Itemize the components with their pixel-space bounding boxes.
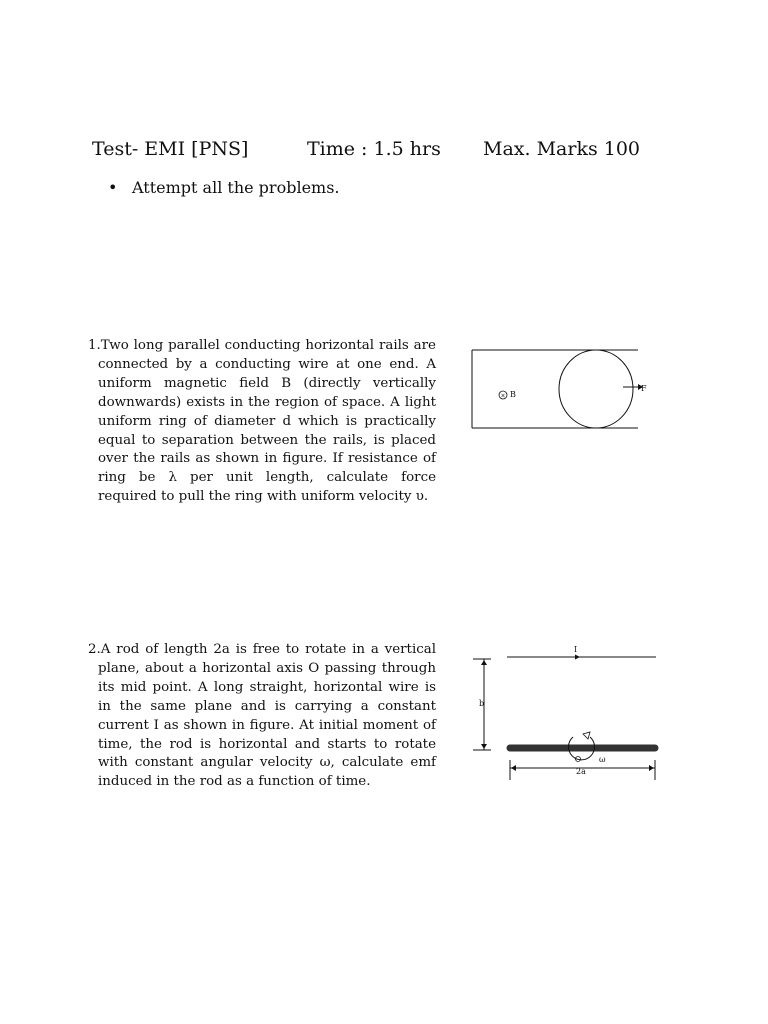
- test-title: Test- EMI [PNS]: [92, 138, 249, 160]
- current-label: I: [574, 645, 578, 654]
- field-into-page-cross: ×: [500, 392, 506, 400]
- distance-arrow-top: [481, 660, 487, 665]
- instruction-text: Attempt all the problems.: [132, 178, 340, 197]
- figure-rails-ring: [472, 350, 647, 428]
- test-duration: Time : 1.5 hrs: [307, 138, 441, 160]
- max-marks: Max. Marks 100: [483, 138, 641, 160]
- current-arrow-head: [575, 655, 580, 660]
- rotation-arrow-head: [583, 732, 590, 739]
- length-arrow-right: [649, 765, 654, 771]
- distance-label: b: [479, 699, 485, 708]
- length-arrow-left: [511, 765, 516, 771]
- problem-2-text: 2.A rod of length 2a is free to rotate in a vertical plane, about a horizontal axis O passing through its mid point. A long straight, horizontal wire is in the same plane and is carrying a constant current I as shown in figure. At initial moment of time, the rod is horizontal and starts to rotate with constant angular velocity ω, calculate emf induced in the rod as a function of time.: [88, 642, 436, 790]
- force-label: F: [641, 384, 647, 393]
- conducting-ring: [559, 350, 633, 428]
- bullet-marker: •: [108, 178, 118, 197]
- omega-label: ω: [599, 755, 606, 764]
- problem-1-text: 1.Two long parallel conducting horizontal rails are connected by a conducting wire at one end. A uniform magnetic field B (directly vertically downwards) exists in the region of space. A light uniform ring of diameter d which is practically equal to separation between the rails, is placed over the rails as shown in figure. If resistance of ring be λ per unit length, calculate force required to pull the ring with uniform velocity υ.: [88, 338, 436, 505]
- field-label: B: [510, 390, 516, 399]
- length-label: 2a: [576, 767, 586, 776]
- figure-wire-rod: [473, 645, 656, 780]
- distance-arrow-bottom: [481, 744, 487, 749]
